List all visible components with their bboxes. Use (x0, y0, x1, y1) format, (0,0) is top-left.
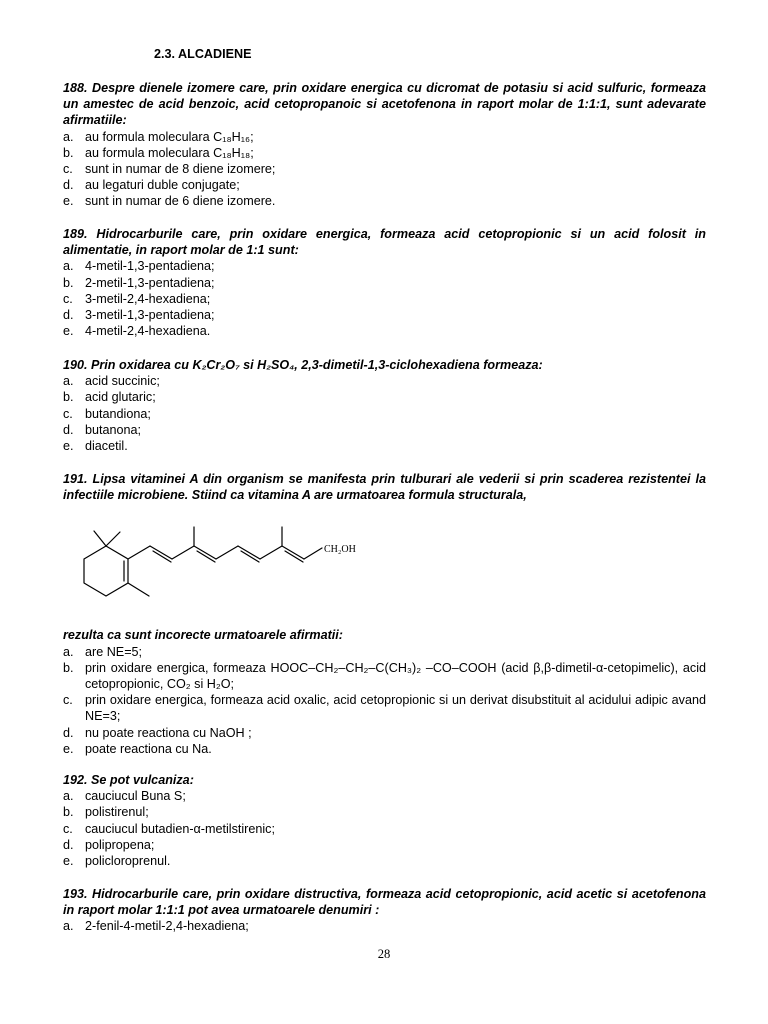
answer-option (63, 692, 706, 724)
option-text: sunt in numar de 8 diene izomere; (85, 162, 276, 177)
option-letter: d. (63, 837, 74, 852)
option-text: acid succinic; (85, 374, 160, 389)
option-text: sunt in numar de 6 diene izomere. (85, 194, 276, 209)
option-letter: a. (63, 644, 74, 659)
option-letter: b. (63, 275, 74, 290)
answer-option (63, 307, 706, 323)
option-letter: a. (63, 129, 74, 144)
answer-option (63, 853, 706, 869)
option-text: 3-metil-2,4-hexadiena; (85, 291, 211, 306)
answer-options (63, 788, 706, 869)
option-text: prin oxidare energica, formeaza HOOC–CH₂–CH₂–C(CH₃)₂ –CO–COOH (acid β,β-dimetil-α-cetopimelic), acid cetopropionic, CO₂ si H₂O; (85, 660, 706, 692)
option-letter: b. (63, 390, 74, 405)
answer-option (63, 741, 706, 757)
option-text: cauciucul butadien-α-metilstirenic; (85, 821, 275, 836)
answer-option (63, 788, 706, 804)
chain-bond (150, 546, 172, 559)
question-191 (63, 471, 706, 757)
answer-option (63, 660, 706, 692)
question-stem: 189. Hidrocarburile care, prin oxidare energica, formeaza acid cetopropionic si un acid folosit in alimentatie, in raport molar de 1:1 sunt: (63, 227, 706, 258)
answer-option (63, 422, 706, 438)
option-letter: e. (63, 324, 74, 339)
answer-option (63, 389, 706, 405)
option-text: 2-metil-1,3-pentadiena; (85, 275, 215, 290)
answer-option (63, 161, 706, 177)
option-text: au formula moleculara C₁₈H₁₆; (85, 129, 254, 144)
answer-option (63, 323, 706, 339)
option-letter: d. (63, 422, 74, 437)
question-189 (63, 226, 706, 339)
question-stem-continuation: rezulta ca sunt incorecte urmatoarele afirmatii: (63, 628, 343, 643)
answer-option (63, 129, 706, 145)
question-stem: 192. Se pot vulcaniza: (63, 773, 194, 787)
option-letter: c. (63, 821, 73, 836)
answer-options (63, 258, 706, 339)
option-text: polistirenul; (85, 805, 149, 820)
question-190 (63, 357, 706, 454)
option-letter: d. (63, 308, 74, 323)
option-text: 4-metil-2,4-hexadiena. (85, 324, 211, 339)
vitamin-a-structural-formula (63, 517, 363, 607)
option-text: cauciucul Buna S; (85, 789, 186, 804)
chain-bond (260, 546, 282, 559)
option-letter: a. (63, 374, 74, 389)
answer-option (63, 918, 706, 934)
chain-bond (216, 546, 238, 559)
answer-option (63, 193, 706, 209)
answer-option (63, 644, 706, 660)
question-stem: 188. Despre dienele izomere care, prin oxidare energica cu dicromat de potasiu si acid sulfuric, formeaza un amestec de acid benzoic, acid cetopropanoic si acetofenona in raport molar de 1:1:1, sunt adevarate afirmatiile: (63, 81, 706, 128)
ring-bond (84, 546, 128, 596)
chain-bond (238, 546, 260, 559)
option-letter: c. (63, 693, 73, 708)
option-text: poate reactiona cu Na. (85, 741, 212, 756)
option-text: nu poate reactiona cu NaOH ; (85, 725, 252, 740)
chain-bond (304, 548, 322, 559)
option-text: 2-fenil-4-metil-2,4-hexadiena; (85, 919, 249, 934)
answer-option (63, 725, 706, 741)
answer-option (63, 177, 706, 193)
option-text: are NE=5; (85, 644, 143, 659)
answer-option (63, 373, 706, 389)
option-text: polipropena; (85, 837, 155, 852)
option-text: 4-metil-1,3-pentadiena; (85, 259, 215, 274)
methyl-bond (106, 532, 120, 546)
answer-option (63, 438, 706, 454)
question-192 (63, 772, 706, 869)
option-letter: b. (63, 145, 74, 160)
option-text: policloroprenul. (85, 854, 171, 869)
option-letter: c. (63, 162, 73, 177)
option-text: butanona; (85, 422, 142, 437)
answer-option (63, 275, 706, 291)
answer-option (63, 145, 706, 161)
methyl-bond (94, 531, 106, 546)
answer-option (63, 258, 706, 274)
option-letter: e. (63, 741, 74, 756)
answer-option (63, 837, 706, 853)
question-stem: 190. Prin oxidarea cu K₂Cr₂O₇ si H₂SO₄, 2,3-dimetil-1,3-ciclohexadiena formeaza: (63, 358, 543, 372)
answer-options (63, 644, 706, 757)
option-letter: d. (63, 178, 74, 193)
option-text: au formula moleculara C₁₈H₁₈; (85, 145, 254, 160)
answer-option (63, 804, 706, 820)
question-193 (63, 886, 706, 935)
option-letter: c. (63, 291, 73, 306)
option-text: acid glutaric; (85, 390, 156, 405)
question-188 (63, 80, 706, 210)
ch2oh-label: CH₂OH (324, 544, 356, 556)
chain-bond (282, 546, 304, 559)
chain-bond (128, 546, 150, 559)
page-number: 28 (377, 947, 391, 961)
option-letter: b. (63, 805, 74, 820)
option-text: prin oxidare energica, formeaza acid oxalic, acid cetopropionic si un derivat disubstituit al acidului adipic avand NE=3; (85, 693, 706, 724)
answer-options (63, 918, 706, 934)
option-letter: a. (63, 789, 74, 804)
option-letter: a. (63, 919, 74, 934)
answer-options (63, 373, 706, 454)
option-letter: e. (63, 854, 74, 869)
chain-bond (172, 546, 194, 559)
question-stem: 193. Hidrocarburile care, prin oxidare distructiva, formeaza acid cetopropionic, acid acetic si acetofenona in raport molar 1:1:1 pot avea urmatoarele denumiri : (63, 887, 706, 918)
option-letter: e. (63, 194, 74, 209)
option-letter: c. (63, 406, 73, 421)
option-text: au legaturi duble conjugate; (85, 178, 240, 193)
option-letter: e. (63, 439, 74, 454)
option-text: diacetil. (85, 439, 128, 454)
question-stem: 191. Lipsa vitaminei A din organism se manifesta prin tulburari ale vederii si prin scaderea rezistentei la infectiile microbiene. Stiind ca vitamina A are urmatoarea formula structurala, (63, 472, 706, 503)
option-text: 3-metil-1,3-pentadiena; (85, 308, 215, 323)
methyl-bond (128, 583, 149, 596)
option-letter: b. (63, 660, 74, 675)
section-title: 2.3. ALCADIENE (154, 47, 252, 61)
answer-options (63, 129, 706, 210)
answer-option (63, 821, 706, 837)
option-letter: d. (63, 725, 74, 740)
answer-option (63, 291, 706, 307)
option-letter: a. (63, 259, 74, 274)
answer-option (63, 406, 706, 422)
option-text: butandiona; (85, 406, 151, 421)
chain-bond (194, 546, 216, 559)
